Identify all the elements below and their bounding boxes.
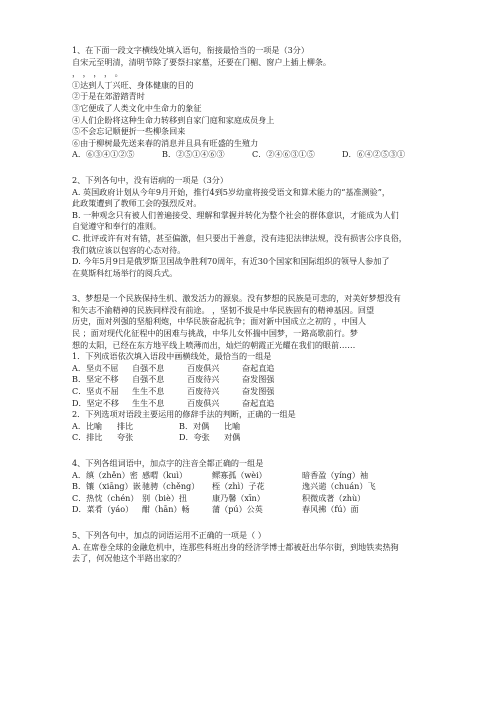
question-2-line: 自觉遵守和奉行的准则。 (72, 221, 162, 232)
option-text: B．对偶 (179, 420, 210, 431)
option-text: 百废待兴 (187, 374, 220, 385)
option-text: 感喟（kuì） (142, 469, 188, 480)
question-4-option (72, 504, 432, 516)
question-3 (72, 293, 432, 444)
option-text: 奋起直追 (242, 397, 275, 408)
question-1-title: 1、在下面一段文字横线处填入语句，衔接最恰当的一项是（3分） (72, 45, 309, 55)
option-text: A．坚贞不屈 (72, 362, 119, 373)
option-text: 别（biè）扭 (142, 492, 187, 503)
option-text: B．坚定不移 (72, 374, 119, 385)
option-text: 奋发图强 (242, 386, 275, 397)
option-text: C．热忱（chén） (72, 492, 139, 503)
option-a: A．⑥③④①②⑤ (72, 149, 135, 160)
option-text: 奋发图强 (242, 374, 275, 385)
option-text: 生生不息 (132, 397, 165, 408)
document-body (72, 45, 432, 565)
option-text: A．比喻 (72, 420, 103, 431)
question-2-line: A. 英国政府计划从今年9月开始，推行4到5岁幼童将接受语文和算术能力的“基准测验”， (72, 186, 390, 197)
sentence-item: ④人们企盼将这种生命力转移到自家门庭和家庭成员身上 (72, 114, 275, 125)
option-text: 奋起直追 (242, 362, 275, 373)
question-1-intro: 自宋元至明清，清明节除了要祭扫家墓，还要在门楣、窗户上插上柳条。 (72, 56, 332, 67)
option-text: D．坚定不移 (72, 397, 119, 408)
option-b: B．②⑤①④⑥③ (162, 149, 225, 160)
question-4-option (72, 481, 432, 493)
sentence-item: ⑥由于柳树最先送来春的消息并且具有旺盛的生殖力 (72, 137, 259, 148)
passage-line: 想的太阳，已经在东方地平线上喷薄而出，灿烂的朝霞正光耀在我们的眼前…… (72, 339, 356, 350)
option-text: C．排比 (72, 432, 103, 443)
question-4-option (72, 493, 432, 505)
passage-line: 民 ；面对现代化征程中的困难与挑战，中华儿女怀揣中国梦，一路高歌前行。梦 (72, 328, 358, 339)
question-4-title: 4、下列各组词语中，加点字的注音全都正确的一组是 (72, 458, 264, 468)
option-text: 百废俱兴 (187, 397, 220, 408)
option-text: 生生不息 (132, 386, 165, 397)
option-text: 鳏寡孤（wèi） (212, 469, 267, 480)
question-5-title: 5、下列各句中，加点的词语运用不正确的一项是（ ） (72, 529, 266, 540)
option-text: 积微成著（zhù） (302, 492, 366, 503)
option-text: 比喻 (224, 420, 241, 431)
option-text: 康乃馨（xīn） (212, 492, 265, 503)
sub-question-1-title: 1．下列成语依次填入语段中画横线处，最恰当的一组是 (72, 351, 272, 362)
option-text: 暗香盈（yíng）袖 (302, 469, 369, 480)
question-2-line: D. 今年5月9日是俄罗斯卫国战争胜利70周年，有近30个国家和国际组织的领导人参加了 (72, 256, 390, 267)
question-1-options (72, 149, 432, 161)
question-1 (72, 45, 432, 161)
sub-question-1-option (72, 363, 432, 375)
question-5-line: 去了，何况他这个半路出家的？ (72, 553, 186, 564)
option-text: C．坚贞不屈 (72, 386, 119, 397)
passage-line: 历史，面对列强的坚船利炮，中华民族奋起抗争；面对新中国成立之初的 ，中国人 (72, 316, 366, 327)
passage-line: 和矢志不渝精神的民族同样没有前途。 ，坚韧不拔是中华民族固有的精神基因。回望 (72, 304, 375, 315)
option-text: 百废俱兴 (187, 362, 220, 373)
sentence-item: ⑤不会忘记顺便折一些柳条回来 (72, 126, 186, 137)
question-2-line: B. 一种观念只有被人们普遍接受、理解和掌握并转化为整个社会的群体意识，才能成为人们 (72, 209, 399, 220)
option-text: D．菜肴（yáo） (72, 504, 134, 515)
option-text: 桎（zhì）子花 (212, 481, 265, 492)
sub-question-1-option (72, 374, 432, 386)
question-2-title: 2、下列各句中，没有语病的一项是（3分） (72, 174, 228, 185)
question-5 (72, 530, 432, 565)
sub-question-2-option (72, 421, 432, 433)
option-text: 蒲（pú）公英 (212, 504, 263, 515)
question-4-option (72, 470, 432, 482)
option-c: C．②④⑥③①⑤ (252, 149, 315, 160)
question-4 (72, 458, 432, 516)
option-text: 驰骋（chěng） (142, 481, 200, 492)
question-2-line: C. 批评或许有对有错，甚至偏激，但只要出于善意，没有违犯法律法规，没有损害公序良俗， (72, 232, 407, 243)
option-text: 逸兴遄（chuán）飞 (302, 481, 376, 492)
sentence-item: ①达到人丁兴旺、身体健康的目的 (72, 79, 194, 90)
option-text: 自强不息 (132, 362, 165, 373)
sentence-item: ③它便成了人类文化中生命力的象征 (72, 102, 202, 113)
option-text: B．镶（xiāng）嵌 (72, 481, 141, 492)
option-text: 春风拂（fú）面 (302, 504, 359, 515)
passage-line: 3、梦想是一个民族保持生机、激发活力的源泉。没有梦想的民族是可悲的，对美好梦想没有 (72, 293, 401, 304)
option-text: 排比 (117, 420, 134, 431)
sub-question-1-option (72, 386, 432, 398)
question-2-line: 在莫斯科红场举行的阅兵式。 (72, 267, 178, 278)
option-text: 对偶 (224, 432, 241, 443)
option-text: 酣（hān）畅 (142, 504, 190, 515)
option-d: D．⑥④②⑤③① (342, 149, 406, 160)
sub-question-2-option (72, 432, 432, 444)
question-2 (72, 175, 432, 279)
sentence-item: ②于是在郊游踏青时 (72, 91, 145, 102)
option-text: 夸张 (117, 432, 134, 443)
question-2-line: 此政策遭到了教师工会的强烈反对。 (72, 198, 202, 209)
sub-question-2-title: 2．下列选项对语段主要运用的修辞手法的判断，正确的一组是 (72, 409, 296, 420)
option-text: 百废待兴 (187, 386, 220, 397)
sub-question-1-option (72, 398, 432, 410)
question-5-line: A. 在席卷全球的金融危机中，连那些科班出身的经济学博士都被赶出华尔街，到地铁卖热狗 (72, 541, 399, 552)
option-text: A．缜（zhěn）密 (72, 469, 138, 480)
question-2-line: 我们就应该以包容的心态对待。 (72, 244, 186, 255)
question-1-blanks: ， ， ， ， 。 (72, 68, 123, 79)
option-text: D．夸张 (179, 432, 210, 443)
option-text: 自强不息 (132, 374, 165, 385)
